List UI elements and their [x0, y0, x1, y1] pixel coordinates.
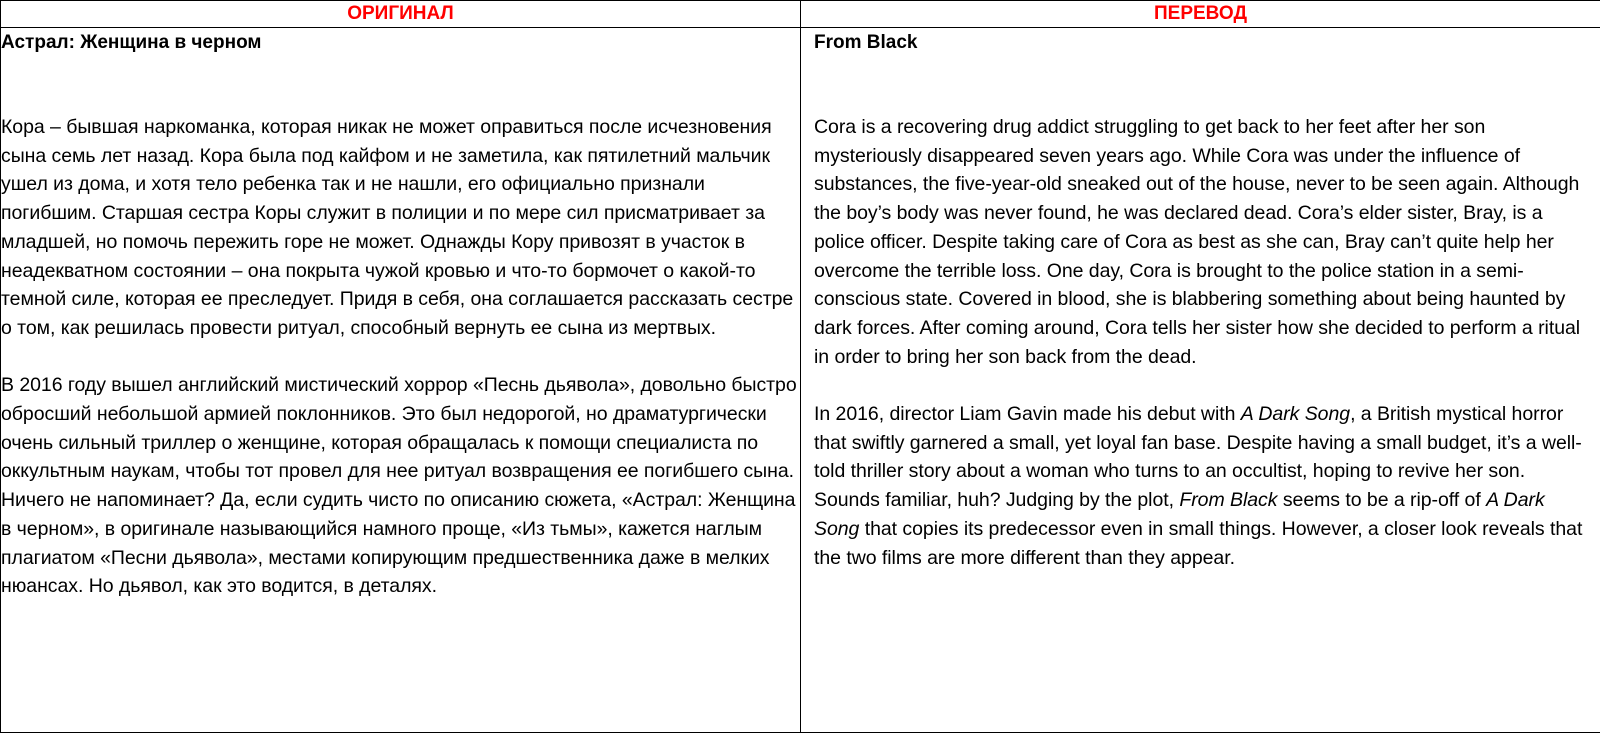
film-title-italic: A Dark Song	[814, 489, 1545, 540]
text-run: , a British mystical horror that swiftly garnered a small, yet loyal fan base. Despite having a small budget, it’s a well-told thriller story about a woman who turns to an occultist, hoping to revive her son. Sounds familiar, huh? Judging by the plot,	[814, 403, 1582, 512]
original-title: Астрал: Женщина в черном	[1, 32, 262, 53]
original-cell	[1, 28, 801, 733]
spacer	[1, 57, 800, 113]
translation-paragraph-1: Cora is a recovering drug addict struggling to get back to her feet after her son mysteriously disappeared seven years ago. While Cora was under the influence of substances, the five-year-old sneaked out of the house, never to be seen again. Although the boy’s body was never found, he was declared dead. Cora’s elder sister, Bray, is a police officer. Despite taking care of Cora as best as she can, Bray can’t quite help her overcome the terrible loss. One day, Cora is brought to the police station in a semi-conscious state. Covered in blood, she is blabbering something about being haunted by dark forces. After coming around, Cora tells her sister how she decided to perform a ritual in order to bring her son back from the dead.	[814, 116, 1581, 368]
translation-paragraph-2	[814, 400, 1586, 572]
text-run: In 2016, director Liam Gavin made his debut with	[814, 403, 1241, 426]
film-title-italic: From Black	[1179, 489, 1278, 512]
original-paragraph-1: Кора – бывшая наркоманка, которая никак не может оправиться после исчезновения сына семь лет назад. Кора была под кайфом и не заметила, как пятилетний мальчик ушел из дома, и хотя тело ребенка так и не нашли, его официально признали погибшим. Старшая сестра Коры служит в полиции и по мере сил присматривает за младшей, но помочь пережить горе не может. Однажды Кору привозят в участок в неадекватном состоянии – она покрыта чужой кровью и что-то бормочет о какой-то темной силе, которая ее преследует. Придя в себя, она соглашается рассказать сестре о том, как решилась провести ритуал, способный вернуть ее сына из мертвых.	[1, 116, 794, 339]
text-run: seems to be a rip-off of	[1277, 489, 1487, 512]
film-title-italic: A Dark Song	[1240, 403, 1351, 426]
original-paragraph-2: В 2016 году вышел английский мистический хоррор «Песнь дьявола», довольно быстро обросший небольшой армией поклонников. Это был недорогой, но драматургически очень сильный триллер о женщине, которая обращалась к помощи специалиста по оккультным наукам, чтобы тот провел для нее ритуал возвращения ее погибшего сына. Ничего не напоминает? Да, если судить чисто по описанию сюжета, «Астрал: Женщина в черном», в оригинале называющийся намного проще, «Из тьмы», кажется наглым плагиатом «Песни дьявола», местами копирующим предшественника даже в мелких нюансах. Но дьявол, как это водится, в деталях.	[1, 374, 797, 598]
text-run: that copies its predecessor even in small things. However, a closer look reveals that the two films are more different than they appear.	[814, 517, 1583, 569]
original-column-header: ОРИГИНАЛ	[1, 1, 801, 28]
header-row	[1, 1, 1600, 28]
translation-title: From Black	[814, 32, 918, 53]
spacer	[814, 57, 1586, 113]
translation-column-header: ПЕРЕВОД	[801, 1, 1600, 28]
content-row	[1, 28, 1600, 733]
translation-cell	[801, 28, 1600, 733]
